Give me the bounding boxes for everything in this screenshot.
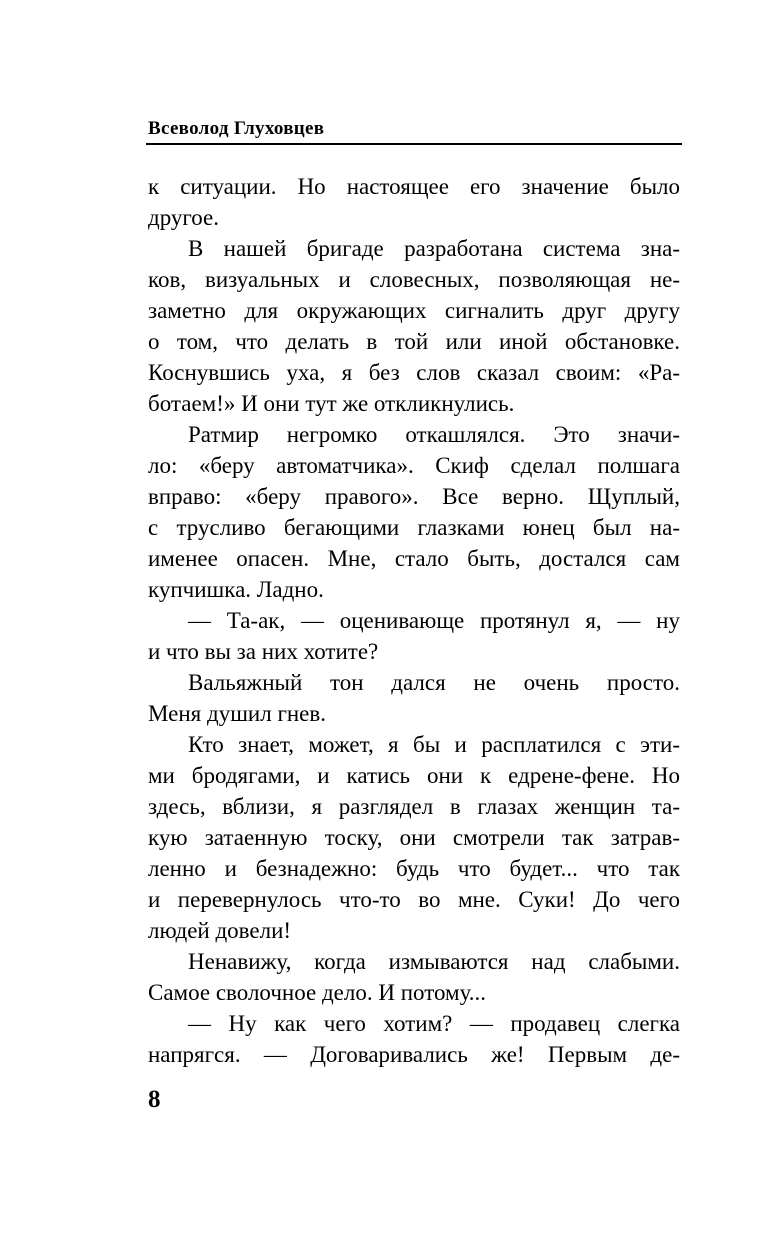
text-line: Меня душил гнев. — [148, 701, 327, 726]
text-line: Самое сволочное дело. И потому... — [148, 980, 487, 1005]
text-line: — Ну как чего хотим? — продавец слегка — [188, 1011, 680, 1036]
text-line: заметно для окружающих сигналить друг другу — [148, 298, 680, 323]
text-line: ков, визуальных и словесных, позволяющая не- — [148, 267, 680, 292]
text-line: Кто знает, может, я бы и расплатился с эти- — [188, 732, 680, 757]
page-number: 8 — [148, 1086, 161, 1113]
text-line: другое. — [148, 205, 219, 230]
text-line: купчишка. Ладно. — [148, 577, 324, 602]
text-line: Коснувшись уха, я без слов сказал своим: «Ра- — [148, 360, 680, 385]
text-line: ми бродягами, и катись они к едрене-фене. Но — [148, 763, 680, 788]
text-line: ленно и безнадежно: будь что будет... что так — [148, 856, 680, 881]
text-line: с трусливо бегающими глазками юнец был на- — [148, 515, 680, 540]
text-line: В нашей бригаде разработана система зна- — [188, 236, 680, 261]
text-line: о том, что делать в той или иной обстановке. — [148, 329, 680, 354]
text-line: здесь, вблизи, я разглядел в глазах женщин та- — [148, 794, 680, 819]
text-line: именее опасен. Мне, стало быть, достался сам — [148, 546, 680, 571]
text-line: Ненавижу, когда измываются над слабыми. — [188, 949, 680, 974]
body-text — [148, 171, 680, 1070]
header-rule — [146, 143, 682, 145]
text-line: кую затаенную тоску, они смотрели так затрав- — [148, 825, 680, 850]
text-line: людей довели! — [148, 918, 292, 943]
text-line: и что вы за них хотите? — [148, 639, 379, 664]
text-line: Ратмир негромко откашлялся. Это значи- — [188, 422, 680, 447]
text-line: напрягся. — Договаривались же! Первым де- — [148, 1042, 680, 1067]
text-line: — Та-ак, — оценивающе протянул я, — ну — [188, 608, 680, 633]
text-line: вправо: «беру правого». Все верно. Щуплый, — [148, 484, 680, 509]
text-line: Вальяжный тон дался не очень просто. — [188, 670, 680, 695]
text-line: ботаем!» И они тут же откликнулись. — [148, 391, 515, 416]
running-head-author: Всеволод Глуховцев — [148, 118, 325, 139]
text-line: к ситуации. Но настоящее его значение было — [148, 174, 680, 199]
text-line: и перевернулось что-то во мне. Суки! До чего — [148, 887, 680, 912]
text-line: ло: «беру автоматчика». Скиф сделал полшага — [148, 453, 680, 478]
